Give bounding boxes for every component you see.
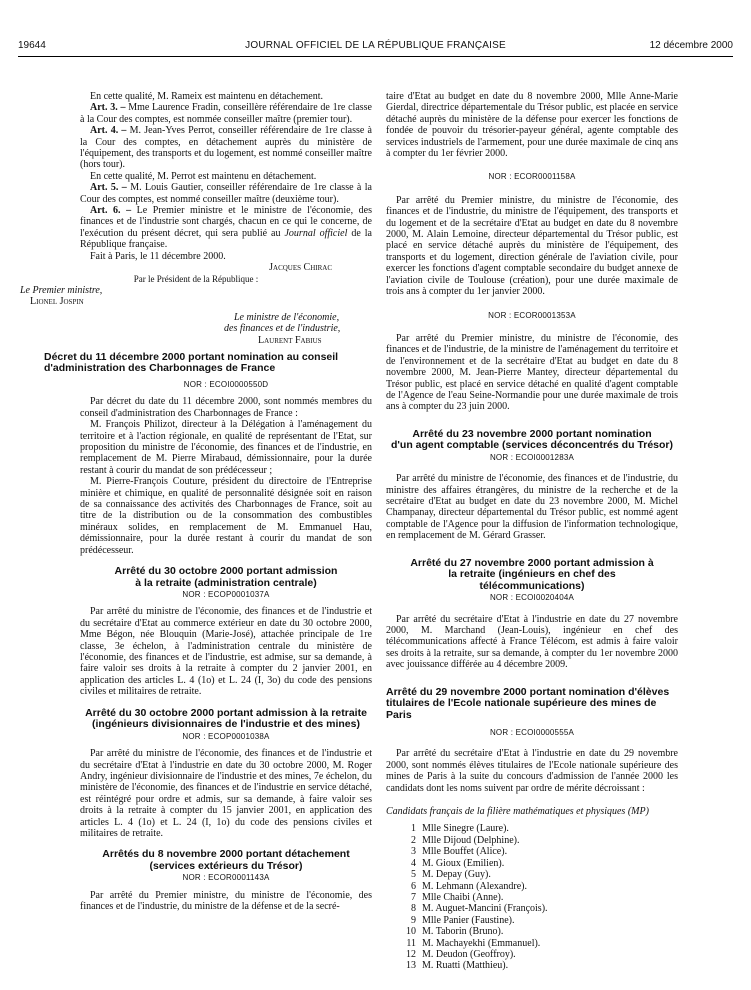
right-column [386,91,678,972]
nor-code: NOR : ECOP0001038A [182,731,270,741]
arrete-title: (ingénieurs divisionnaires de l'industrie et des mines) [92,718,360,731]
page-number: 19644 [18,40,46,51]
arrete-title: Arrêté du 23 novembre 2000 portant nomination [412,427,652,440]
paragraph: M. Pierre-François Couture, président du directoire de l'Entreprise minière et chimique, en qualité de personnalité désignée soit en raison de sa connaissance des activités des Charbonnages de France, soit au titre de la distribution ou de la consommation des combustibles minéraux solides, en remplacement de M. Emmanuel Hau, démissionnaire, pour la durée restant à courir du mandat de son prédécesseur. [80,476,372,556]
issue-date: 12 décembre 2000 [649,40,733,51]
rank-number: 8 [411,903,416,915]
rank-number: 4 [411,857,416,869]
candidate-name: Mlle Sinegre (Laure). [422,823,509,835]
paragraph: M. François Philizot, directeur à la Délégation à l'aménagement du territoire et à l'action régionale, en qualité de représentant de l'Etat, sur proposition du ministre de l'économie, des finances et de l'industrie, en remplacement de M. Pierre Mirabaud, démissionnaire, pour la durée restant à courir du mandat de son prédécesseur ; [80,419,372,476]
candidate-list [400,823,678,971]
paragraph: Par arrêté du ministre de l'économie, des finances et de l'industrie et du secrétaire d'Etat au commerce extérieur en date du 30 octobre 2000, Mme Bégon, née Blouquin (Marie-José), attachée principale de 1re classe, 3e échelon, à l'administration centrale du ministère de l'économie, des finances et de l'industrie, est admise, sur sa demande, à faire valoir ses droits à la retraite à compter du 2 janvier 2001, en application des articles L. 4 (1o) et L. 24 (I, 3o) du code des pensions civiles et militaires de retraite. [80,606,372,698]
paragraph: En cette qualité, M. Rameix est maintenu en détachement. [90,91,323,102]
list-item [400,892,678,903]
rank-number: 3 [411,846,416,858]
rank-number: 6 [411,880,416,892]
nor-code: NOR : ECOI0001283A [489,452,575,462]
paragraph: Par arrêté du Premier ministre, du ministre de l'économie, des finances et de l'industrie, de la ministre de l'aménagement du territoire et de l'environnement et de la secrétaire d'Etat au budget en date du 8 novembre 2000, M. Jean-Pierre Mantey, directeur départemental du Trésor public, est placé en service détaché en qualité d'agent comptable de l'Agence de l'eau Seine-Normandie pour une durée maximale de trois ans à compter du 23 juin 2000. [386,332,678,413]
rank-number: 5 [411,869,416,881]
nor-code: NOR : ECOR0001158A [488,172,576,182]
list-item [400,926,678,937]
article-4: Art. 4. – M. Jean-Yves Perrot, conseiller référendaire de 1re classe à la Cour des comptes, en détachement auprès du ministère de l'équipement, des transports et du logement, est nommé conseiller maître (hors tour). [80,125,372,171]
list-item [400,835,678,846]
header-rule [18,56,733,57]
candidate-name: M. Auguet-Mancini (François). [422,903,548,915]
list-item [400,858,678,869]
paragraph: Par arrêté du Premier ministre, du ministre de l'économie, des finances et de l'industrie, du ministre de l'équipement, des transports et du logement et de la secrétaire d'Etat au budget en date du 8 novembre 2000, M. Alain Lemoine, directeur départemental du Trésor public, est placé en service détaché auprès du ministère de l'équipement, des transports et du logement, direction générale de l'aviation civile, pour exercer les fonctions d'agent comptable secondaire du budget annexe de l'aviation civile de Toulouse (création), pour une durée maximale de trois ans à compter du 1er janvier 2000. [386,194,678,298]
paragraph: Par arrêté du ministre de l'économie, des finances et de l'industrie et du secrétaire d'Etat à l'industrie en date du 30 octobre 2000, M. Roger Andry, ingénieur divisionnaire de l'industrie et des mines, 7e échelon, du ministère de l'économie, des finances et de l'industrie en service détaché, est réintégré pour ordre et admis, sur sa demande, à faire valoir ses droits à la retraite à compter du 15 janvier 2001, en application des articles L. 4 (1o) et L. 24 (I, 1o) du code des pensions civiles et militaires de retraite. [80,748,372,839]
list-item [400,846,678,857]
rank-number: 11 [406,937,416,949]
arrete-title: d'un agent comptable (services déconcentrés du Trésor) [391,439,673,452]
ministre-eco-label-1: Le ministre de l'économie, [234,311,340,323]
candidate-name: M. Ruatti (Matthieu). [422,960,509,972]
paragraph: En cette qualité, M. Perrot est maintenu en détachement. [90,170,317,182]
nor-code: NOR : ECOP0001037A [182,590,270,600]
paragraph: Par arrêté du secrétaire d'Etat à l'industrie en date du 29 novembre 2000, sont nommés élèves titulaires de l'Ecole nationale supérieure des mines de Paris à la suite du concours d'admission de l'année 2000 les candidats dont les noms suivent par ordre de mérite décroissant : [386,748,678,794]
nor-code: NOR : ECOI0000550D [183,379,269,389]
rank-number: 2 [411,834,416,846]
journal-title: JOURNAL OFFICIEL DE LA RÉPUBLIQUE FRANÇAISE [245,40,506,51]
decret-title: Décret du 11 décembre 2000 portant nomination au conseil d'administration des Charbonnages de France [44,350,339,375]
fait-a-paris: Fait à Paris, le 11 décembre 2000. [90,250,226,262]
nor-code: NOR : ECOI0020404A [489,593,575,603]
candidate-name: M. Gioux (Emilien). [422,857,505,869]
par-le-president: Par le Président de la République : [133,273,259,284]
paragraph: taire d'Etat au budget en date du 8 novembre 2000, Mlle Anne-Marie Gierdal, directrice départementale du Trésor public, est placée en service détaché auprès du ministère de la défense pour exercer les fonctions de fondée de pouvoir du trésorier-payeur général, agente comptable des services industriels de l'armement, pour une durée maximale de cinq ans à compter du 1er février 2000. [386,91,678,160]
left-column [20,91,372,913]
signature-fabius: Laurent Fabius [258,334,322,346]
paragraph: Par arrêté du ministre de l'économie, des finances et de l'industrie, du ministre des affaires étrangères, du ministre de la recherche et de la secrétaire d'Etat au budget en date du 23 novembre 2000, M. Michel Champanay, directeur départemental du Trésor public, est nommé agent comptable de l'Agence pour la diffusion de l'information technologique, en remplacement de M. Gérard Grasser. [386,473,678,542]
rank-number: 10 [406,926,416,938]
nor-code: NOR : ECOR0001353A [488,310,576,320]
arrete-title: Arrêté du 30 octobre 2000 portant admission [114,565,338,578]
candidate-name: Mlle Bouffet (Alice). [422,846,508,858]
ministre-eco-label-2: des finances et de l'industrie, [224,323,341,335]
candidate-name: Mlle Chaibi (Anne). [422,891,504,903]
arrete-title: à la retraite (administration centrale) [135,576,317,589]
rank-number: 1 [411,823,416,835]
signature-jospin: Lionel Jospin [30,296,84,308]
candidate-name: Mlle Panier (Faustine). [422,914,515,926]
rank-number: 7 [411,891,416,903]
candidate-name: M. Deudon (Geoffroy). [422,948,516,960]
article-5: Art. 5. – M. Louis Gautier, conseiller référendaire de 1re classe à la Cour des comptes, est nommé conseiller maître (deuxième tour). [80,182,372,205]
arrete-title: Arrêté du 27 novembre 2000 portant admission à la retraite (ingénieurs en chef des télécommunications) [410,556,654,592]
candidate-name: M. Lehmann (Alexandre). [422,880,527,892]
rank-number: 13 [406,960,416,972]
rank-number: 12 [406,948,416,960]
candidate-name: Mlle Dijoud (Delphine). [422,834,520,846]
nor-code: NOR : ECOI0000555A [489,728,575,738]
list-item [400,949,678,960]
nor-code: NOR : ECOR0001143A [182,873,270,883]
list-item [400,915,678,926]
paragraph: Par décret du date du 11 décembre 2000, sont nommés membres du conseil d'administration des Charbonnages de France : [80,396,372,419]
rank-number: 9 [411,914,416,926]
page-header [18,40,733,54]
list-item [400,903,678,914]
arrete-title: (services extérieurs du Trésor) [149,859,303,872]
list-item [400,938,678,949]
paragraph: Par arrêté du Premier ministre, du ministre de l'économie, des finances et de l'industrie, du ministre de la défense et de la secré- [80,889,372,913]
article-3: Art. 3. – Mme Laurence Fradin, conseillère référendaire de 1re classe à la Cour des comptes, est nommée conseiller maître (premier tour). [80,102,372,125]
list-item [400,960,678,971]
article-6: Art. 6. – Le Premier ministre et le ministre de l'économie, des finances et de l'industrie sont chargés, chacun en ce qui le concerne, de l'exécution du présent décret, qui sera publié au Journal officiel de la République française. [80,205,372,251]
arrete-title: Arrêté du 30 octobre 2000 portant admission à la retraite [85,706,367,719]
signature-chirac: Jacques Chirac [269,262,332,274]
arrete-title: Arrêtés du 8 novembre 2000 portant détachement [102,848,350,861]
candidate-name: M. Taborin (Bruno). [422,926,504,938]
arrete-title: Arrêté du 29 novembre 2000 portant nomination d'élèves titulaires de l'Ecole nationale supérieure des mines de Paris [386,685,670,721]
candidate-name: M. Depay (Guy). [422,869,491,881]
paragraph: Par arrêté du secrétaire d'Etat à l'industrie en date du 27 novembre 2000, M. Marchand (Jean-Louis), ingénieur en chef des télécommunications affecté à France Télécom, est admis à faire valoir ses droits à la retraite, sur sa demande, à compter du 1er novembre 2000 avec jouissance différée au 4 décembre 2009. [386,613,678,671]
candidate-name: M. Machayekhi (Emmanuel). [422,937,541,949]
candidates-heading: Candidats français de la filière mathématiques et physiques (MP) [386,806,649,818]
list-item [400,823,678,834]
premier-ministre-label: Le Premier ministre, [20,284,103,296]
list-item [400,869,678,880]
list-item [400,881,678,892]
